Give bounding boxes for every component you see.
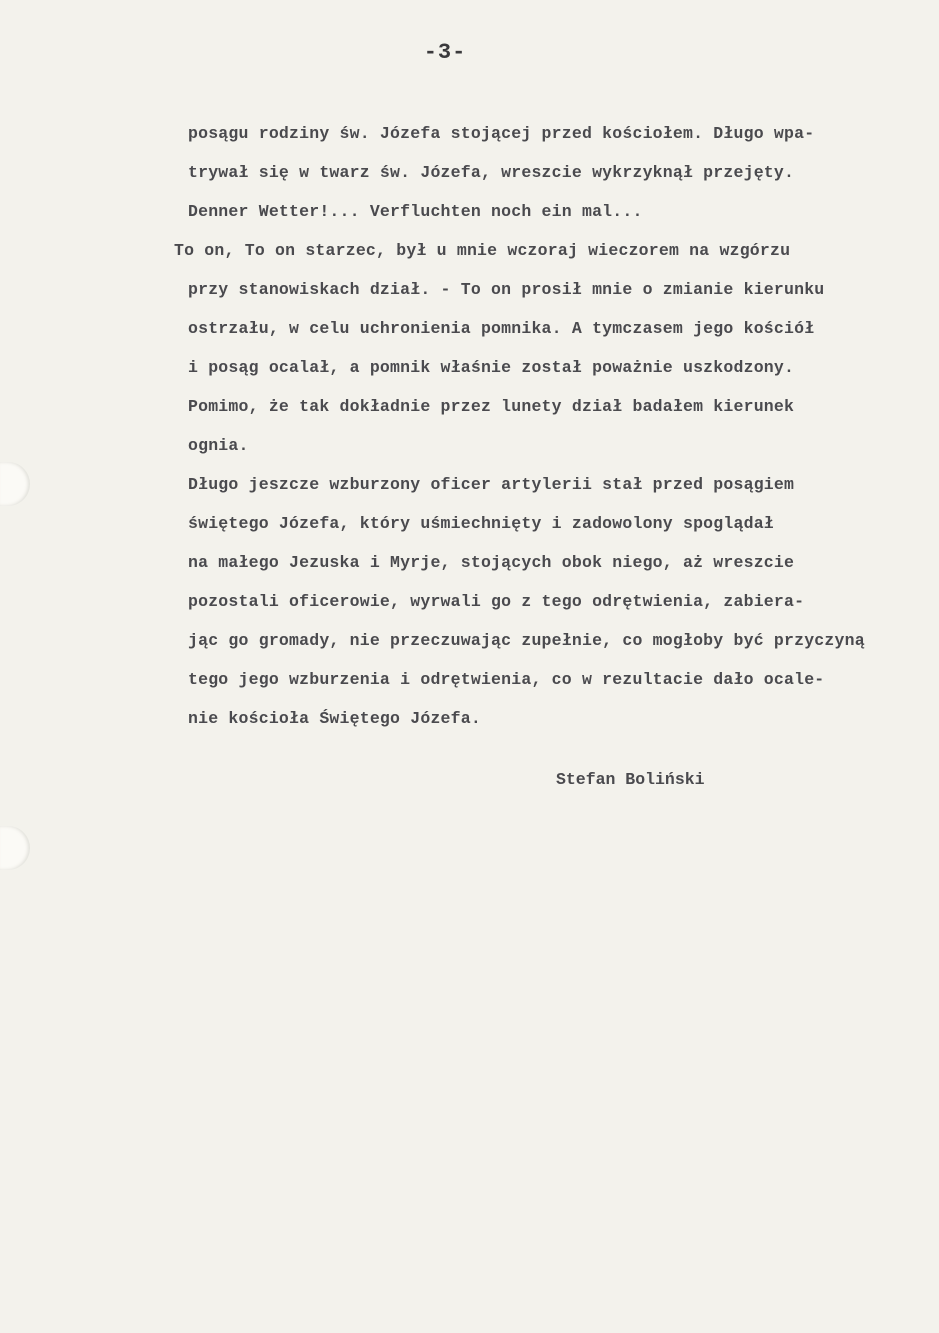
typewritten-body — [170, 114, 939, 738]
text-line: świętego Józefa, który uśmiechnięty i zadowolony spoglądał — [188, 514, 774, 533]
text-line: ognia. — [188, 436, 249, 455]
text-line: przy stanowiskach dział. - To on prosił mnie o zmianie kierunku — [188, 280, 825, 299]
text-line: i posąg ocalał, a pomnik właśnie został poważnie uszkodzony. — [188, 358, 795, 377]
punch-hole — [0, 826, 30, 870]
text-line: tego jego wzburzenia i odrętwienia, co w rezultacie dało ocale- — [188, 670, 825, 689]
text-line: posągu rodziny św. Józefa stojącej przed kościołem. Długo wpa- — [188, 124, 815, 143]
text-line: Denner Wetter!... Verfluchten noch ein mal... — [188, 202, 643, 221]
text-line: pozostali oficerowie, wyrwali go z tego odrętwienia, zabiera- — [188, 592, 805, 611]
text-line: Pomimo, że tak dokładnie przez lunety dział badałem kierunek — [188, 397, 795, 416]
text-line: ostrzału, w celu uchronienia pomnika. A tymczasem jego kościół — [188, 319, 815, 338]
text-line: Długo jeszcze wzburzony oficer artylerii stał przed posągiem — [188, 475, 795, 494]
text-line: To on, To on starzec, był u mnie wczoraj wieczorem na wzgórzu — [174, 241, 791, 260]
text-line: trywał się w twarz św. Józefa, wreszcie wykrzyknął przejęty. — [188, 163, 795, 182]
punch-hole — [0, 462, 30, 506]
text-line: jąc go gromady, nie przeczuwając zupełnie, co mogłoby być przyczyną — [188, 631, 865, 650]
text-line: nie kościoła Świętego Józefa. — [188, 709, 481, 728]
page-number: -3- — [423, 40, 467, 65]
text-line: na małego Jezuska i Myrje, stojących obok niego, aż wreszcie — [188, 553, 795, 572]
author-signature: Stefan Boliński — [556, 770, 705, 789]
